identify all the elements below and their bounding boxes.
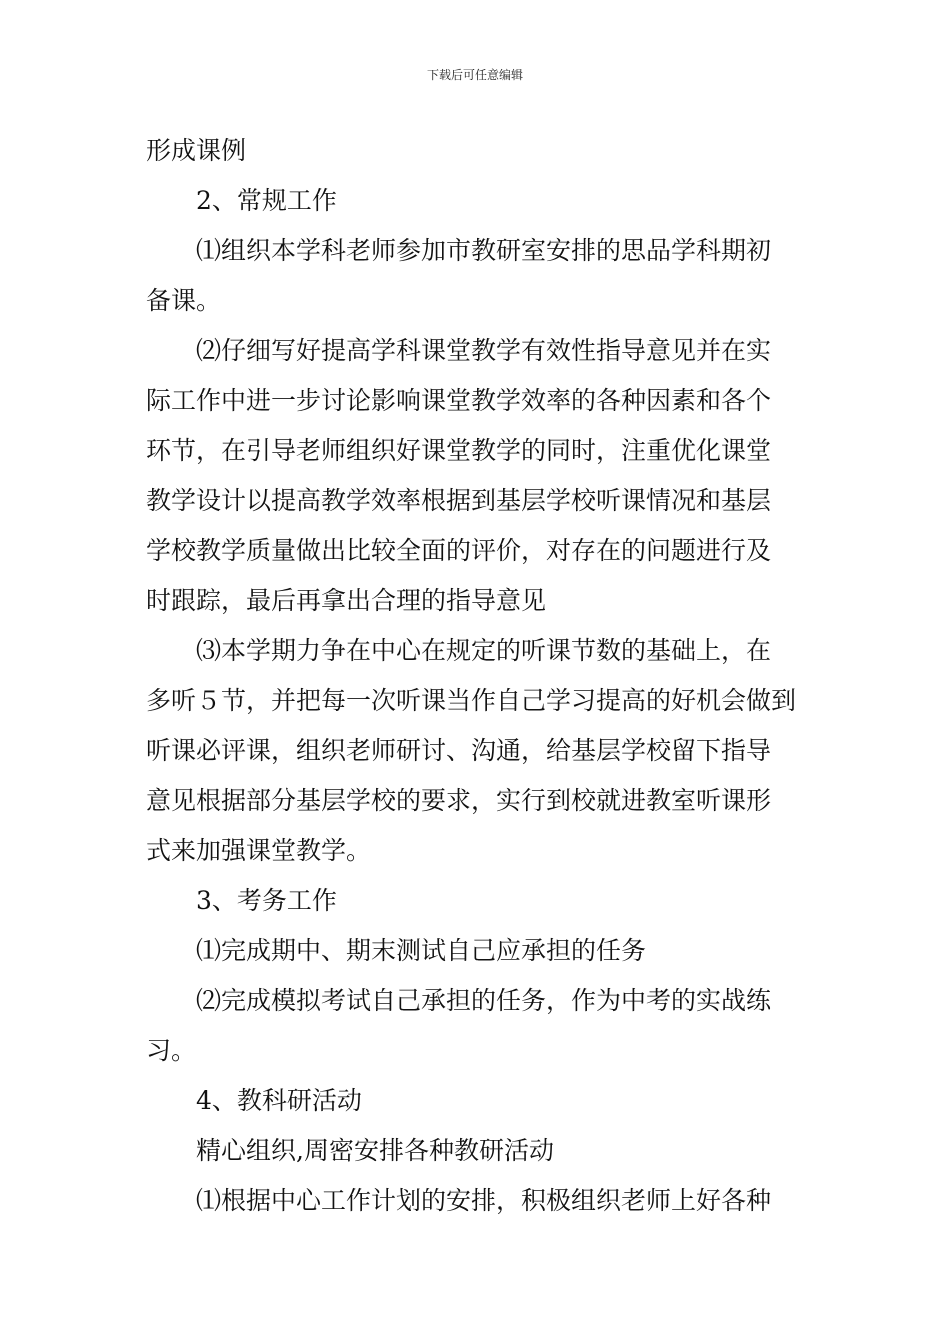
text-line: 听课必评课，组织老师研讨、沟通，给基层学校留下指导 <box>146 736 772 765</box>
text-line: ⑶本学期力争在中心在规定的听课节数的基础上，在 <box>196 636 772 665</box>
text-line: 环节，在引导老师组织好课堂教学的同时，注重优化课堂 <box>146 436 772 465</box>
text-line: 式来加强课堂教学。 <box>146 836 372 865</box>
text-line: ⑵完成模拟考试自己承担的任务，作为中考的实战练 <box>196 986 772 1015</box>
text-line: 精心组织,周密安排各种教研活动 <box>196 1136 554 1165</box>
section-heading: 2、常规工作 <box>196 186 337 215</box>
text-line: 备课。 <box>146 286 222 315</box>
text-line: 时跟踪，最后再拿出合理的指导意见 <box>146 586 547 615</box>
section-heading: 4、教科研活动 <box>196 1086 362 1115</box>
text-line: 形成课例 <box>146 136 247 165</box>
section-heading: 3、考务工作 <box>196 886 337 915</box>
text-line: 多听５节，并把每一次听课当作自己学习提高的好机会做到 <box>146 686 797 715</box>
page-header: 下载后可任意编辑 <box>426 68 523 82</box>
text-line: 际工作中进一步讨论影响课堂教学效率的各种因素和各个 <box>146 386 772 415</box>
text-line: 学校教学质量做出比较全面的评价，对存在的问题进行及 <box>146 536 772 565</box>
text-line: ⑴组织本学科老师参加市教研室安排的思品学科期初 <box>196 236 772 265</box>
text-line: ⑴完成期中、期末测试自己应承担的任务 <box>196 936 647 965</box>
text-line: ⑵仔细写好提高学科课堂教学有效性指导意见并在实 <box>196 336 772 365</box>
text-line: ⑴根据中心工作计划的安排，积极组织老师上好各种 <box>196 1186 772 1215</box>
text-line: 习。 <box>146 1036 197 1065</box>
text-line: 教学设计以提高教学效率根据到基层学校听课情况和基层 <box>146 486 772 515</box>
text-line: 意见根据部分基层学校的要求，实行到校就进教室听课形 <box>146 786 772 815</box>
